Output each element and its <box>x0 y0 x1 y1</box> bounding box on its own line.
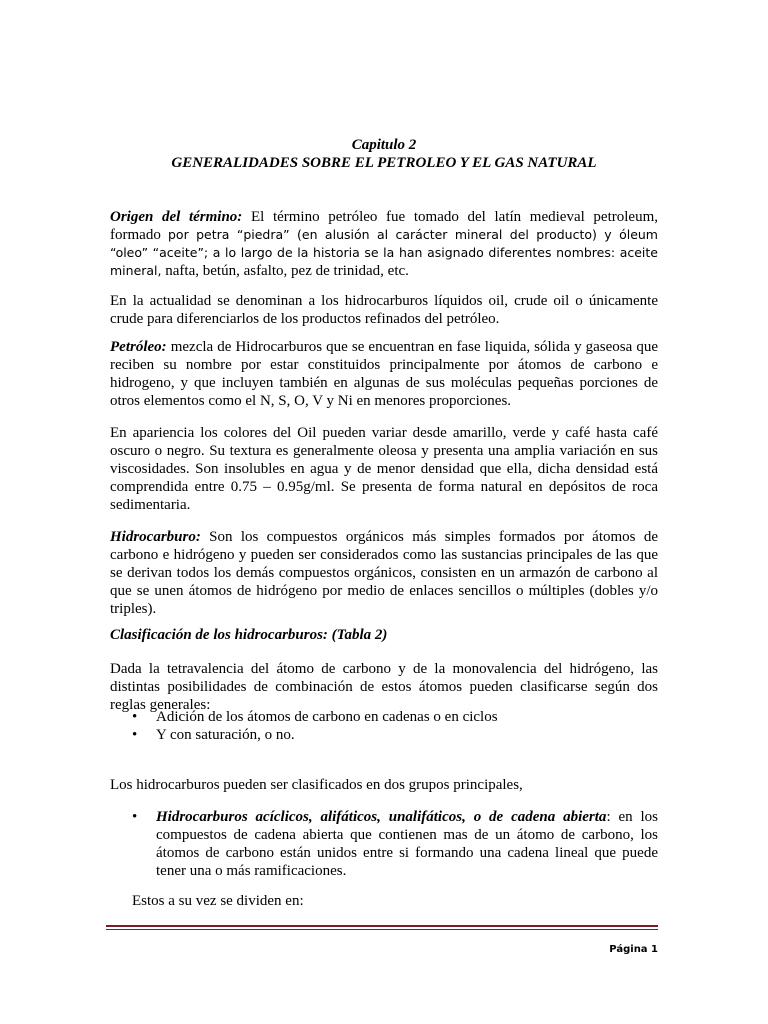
list-item <box>110 808 658 880</box>
chapter-number: Capitulo 2 <box>351 137 417 153</box>
aciclicos-list <box>110 808 658 880</box>
list-item: • Adición de los átomos de carbono en cadenas o en ciclos <box>132 709 498 725</box>
footer-rule-thick <box>106 925 658 927</box>
petroleo-lead: Petróleo: <box>110 339 167 355</box>
page-number: Página 1 <box>609 944 658 955</box>
bullet-icon: • <box>132 727 138 743</box>
petroleo-text: mezcla de Hidrocarburos que se encuentran en fase liquida, sólida y gaseosa que reciben su nombre por estar constituidos principalmente por átomos de carbono e hidrogeno, y que incluyen también en algunas de sus moléculas pequeñas porciones de otros elementos como el N, S, O, V y Ni en menores proporciones. <box>110 339 658 409</box>
origen-text-1: El término petróleo fue tomado del latín medieval petroleum, formado <box>110 209 658 243</box>
origen-text-3: nafta, betún, asfalto, pez de trinidad, etc. <box>161 263 409 279</box>
aciclicos-text: : en los compuestos de cadena abierta que contienen mas de un átomo de carbono, los átomos de carbono están unidos entre si formando una cadena lineal que puede tener una o más ramificaciones. <box>156 809 658 879</box>
paragraph-hidrocarburo <box>110 528 658 618</box>
footer-rule-thin <box>106 929 658 930</box>
paragraph-origen <box>110 208 658 280</box>
reglas-list <box>110 708 658 744</box>
chapter-title <box>110 136 658 172</box>
bullet-icon: • <box>132 709 138 725</box>
bullet-icon: • <box>132 809 138 825</box>
hidrocarburo-lead: Hidrocarburo: <box>110 529 201 545</box>
hidrocarburo-text: Son los compuestos orgánicos más simples formados por átomos de carbono e hidrógeno y pueden ser considerados como las sustancias principales de las que se derivan todos los demás compuestos orgánicos, consisten en un armazón de carbono al que se unen átomos de hidrógeno por medio de enlaces sencillos o múltiples (dobles y/o triples). <box>110 529 658 617</box>
list-item: • Y con saturación, o no. <box>132 727 295 743</box>
origen-text-2: por petra “piedra” (en alusión al carácter mineral del producto) y óleum “oleo” “aceite”; a lo largo de la historia se la han asignado diferentes nombres: aceite mineral, <box>110 227 658 278</box>
chapter-heading: GENERALIDADES SOBRE EL PETROLEO Y EL GAS NATURAL <box>171 155 597 171</box>
paragraph-grupos: Los hidrocarburos pueden ser clasificados en dos grupos principales, <box>110 777 523 793</box>
paragraph-petroleo <box>110 338 658 410</box>
paragraph-tetravalencia: Dada la tetravalencia del átomo de carbono y de la monovalencia del hidrógeno, las distintas posibilidades de combinación de estos átomos pueden clasificarse según dos reglas generales: <box>110 661 658 713</box>
aciclicos-lead: Hidrocarburos acíclicos, alifáticos, unalifáticos, o de cadena abierta <box>156 809 607 825</box>
clasificacion-heading: Clasificación de los hidrocarburos: (Tabla 2) <box>110 627 388 643</box>
paragraph-apariencia: En apariencia los colores del Oil pueden variar desde amarillo, verde y café hasta café oscuro o negro. Su textura es generalmente oleosa y presenta una amplia variación en sus viscosidades. Son insolubles en agua y de menor densidad que ella, dicha densidad está comprendida entre 0.75 – 0.95g/ml. Se presenta de forma natural en depósitos de roca sedimentaria. <box>110 425 658 513</box>
origen-lead: Origen del término: <box>110 209 243 225</box>
paragraph-actualidad: En la actualidad se denominan a los hidrocarburos líquidos oil, crude oil o únicamente crude para diferenciarlos de los productos refinados del petróleo. <box>110 293 658 327</box>
paragraph-subdivision: Estos a su vez se dividen en: <box>132 893 304 909</box>
